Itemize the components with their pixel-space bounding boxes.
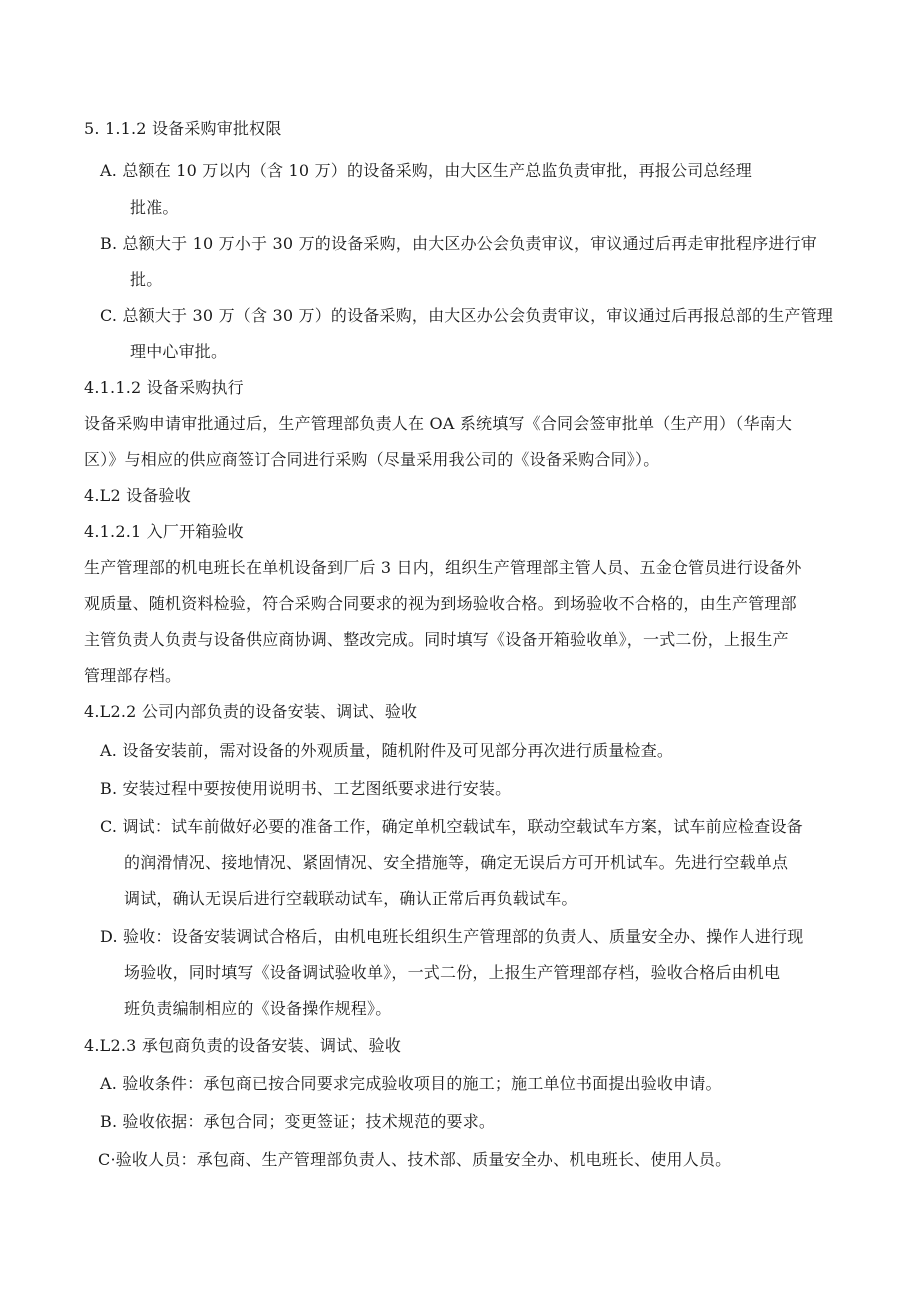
list-item-d-line-3: 班负责编制相应的《设备操作规程》。: [124, 999, 392, 1018]
section-heading-5-1-1-2: 5. 1.1.2 设备采购审批权限: [84, 119, 282, 138]
list-item-a: A. 设备安装前，需对设备的外观质量，随机附件及可见部分再次进行质量检查。: [100, 741, 674, 760]
list-item-d-line-2: 场验收，同时填写《设备调试验收单》，一式二份，上报生产管理部存档，验收合格后由机电: [124, 963, 781, 982]
list-item-c-line-3: 调试，确认无误后进行空载联动试车，确认正常后再负载试车。: [124, 889, 578, 908]
list-item-c-line-1: C. 总额大于 30 万（含 30 万）的设备采购，由大区办公会负责审议，审议通过后再报总部的生产管理: [100, 306, 834, 325]
list-item-c-line-2: 理中心审批。: [130, 342, 228, 361]
paragraph-line: 主管负责人负责与设备供应商协调、整改完成。同时填写《设备开箱验收单》，一式二份，上报生产: [84, 630, 789, 649]
paragraph-line: 设备采购申请审批通过后，生产管理部负责人在 OA 系统填写《合同会签审批单（生产用）（华南大: [84, 414, 793, 433]
list-item-a-line-1: A. 总额在 10 万以内（含 10 万）的设备采购，由大区生产总监负责审批，再报公司总经理: [100, 161, 752, 180]
list-item-b: B. 验收依据：承包合同；变更签证；技术规范的要求。: [100, 1112, 496, 1131]
paragraph-line: 观质量、随机资料检验，符合采购合同要求的视为到场验收合格。到场验收不合格的，由生产管理部: [84, 594, 797, 613]
list-item-c-line-1: C. 调试：试车前做好必要的准备工作，确定单机空载试车，联动空载试车方案，试车前应检查设备: [100, 817, 803, 836]
section-heading-4-1-1-2: 4.1.1.2 设备采购执行: [84, 378, 244, 397]
section-heading-4-1-2-2: 4.L2.2 公司内部负责的设备安装、调试、验收: [84, 702, 418, 721]
section-heading-4-1-2: 4.L2 设备验收: [84, 486, 191, 505]
list-item-b-line-1: B. 总额大于 10 万小于 30 万的设备采购，由大区办公会负责审议，审议通过后再走审批程序进行审: [100, 234, 817, 253]
paragraph-line: 管理部存档。: [84, 666, 182, 685]
list-item-b-line-2: 批。: [130, 270, 163, 289]
list-item-c: C·验收人员：承包商、生产管理部负责人、技术部、质量安全办、机电班长、使用人员。: [98, 1150, 732, 1169]
list-item-d-line-1: D. 验收：设备安装调试合格后，由机电班长组织生产管理部的负责人、质量安全办、操作人进行现: [100, 927, 804, 946]
list-item-a: A. 验收条件：承包商已按合同要求完成验收项目的施工；施工单位书面提出验收申请。: [100, 1074, 722, 1093]
list-item-a-line-2: 批准。: [130, 198, 179, 217]
list-item-c-line-2: 的润滑情况、接地情况、紧固情况、安全措施等，确定无误后方可开机试车。先进行空载单点: [124, 853, 789, 872]
section-heading-4-1-2-3: 4.L2.3 承包商负责的设备安装、调试、验收: [84, 1036, 402, 1055]
paragraph-line: 区）》与相应的供应商签订合同进行采购（尽量采用我公司的《设备采购合同》）。: [84, 450, 660, 469]
section-heading-4-1-2-1: 4.1.2.1 入厂开箱验收: [84, 522, 244, 541]
list-item-b: B. 安装过程中要按使用说明书、工艺图纸要求进行安装。: [100, 779, 512, 798]
paragraph-line: 生产管理部的机电班长在单机设备到厂后 3 日内，组织生产管理部主管人员、五金仓管员进行设备外: [84, 558, 802, 577]
